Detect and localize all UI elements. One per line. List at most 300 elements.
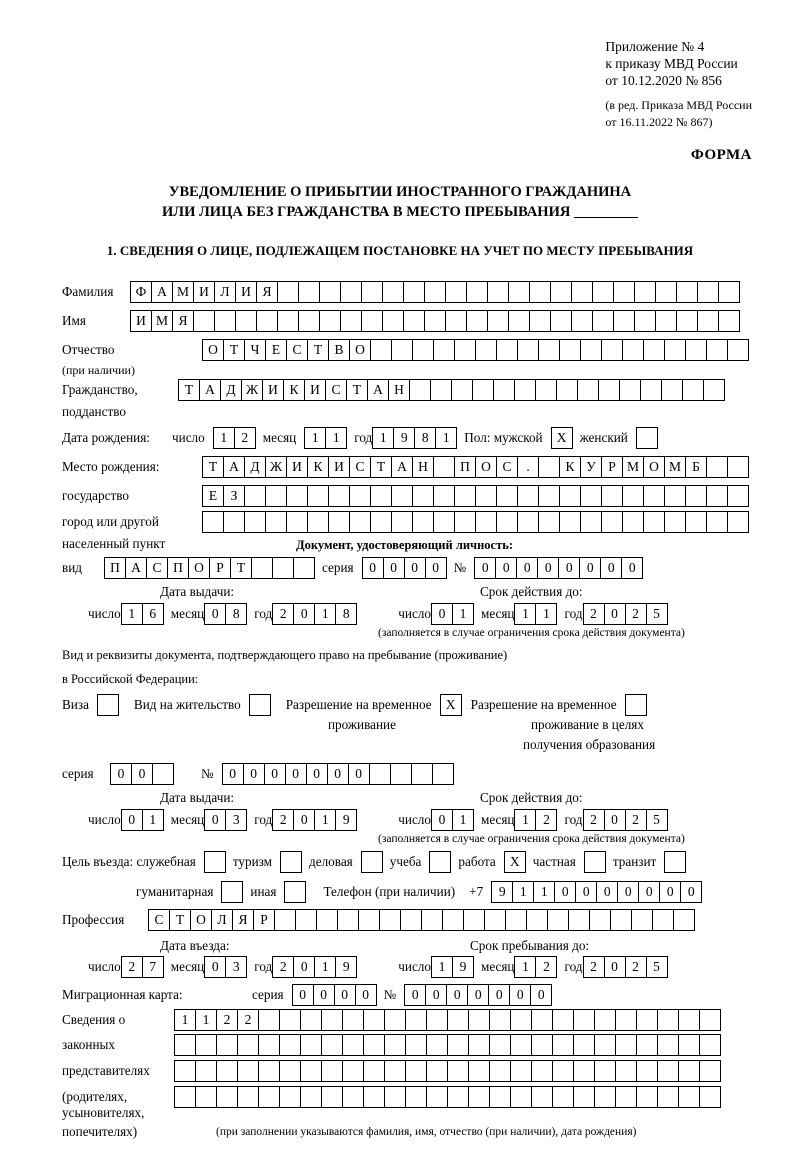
cell[interactable]: 0 (327, 763, 349, 785)
cell[interactable] (697, 310, 719, 332)
cell[interactable] (447, 1086, 469, 1108)
cell[interactable] (496, 339, 518, 361)
purpose-business-checkbox[interactable] (361, 851, 383, 873)
cell[interactable] (384, 1060, 406, 1082)
surname-input[interactable] (130, 281, 739, 303)
cell[interactable]: 9 (393, 427, 415, 449)
cell[interactable] (337, 909, 359, 931)
cell[interactable] (468, 1086, 490, 1108)
purpose-private-checkbox[interactable] (584, 851, 606, 873)
cell[interactable] (445, 310, 467, 332)
cell[interactable]: 0 (604, 809, 626, 831)
cell[interactable] (193, 310, 215, 332)
cell[interactable]: 0 (516, 557, 538, 579)
sex-male-checkbox[interactable]: X (551, 427, 573, 449)
cell[interactable] (216, 1060, 238, 1082)
valid-day-input[interactable] (431, 603, 473, 625)
cell[interactable] (615, 1086, 637, 1108)
stay-month-input[interactable] (514, 956, 556, 978)
cell[interactable] (363, 1034, 385, 1056)
cell[interactable] (636, 1009, 658, 1031)
cell[interactable] (496, 485, 518, 507)
phone-input[interactable] (491, 881, 701, 903)
cell[interactable]: 0 (596, 881, 618, 903)
cell[interactable]: З (223, 485, 245, 507)
cell[interactable]: 0 (604, 956, 626, 978)
cell[interactable] (559, 339, 581, 361)
cell[interactable]: 0 (334, 984, 356, 1006)
purpose-other-checkbox[interactable] (284, 881, 306, 903)
cell[interactable]: И (235, 281, 257, 303)
entry-year-input[interactable] (272, 956, 356, 978)
cell[interactable] (411, 763, 433, 785)
cell[interactable]: 7 (142, 956, 164, 978)
cell[interactable] (223, 511, 245, 533)
cell[interactable] (361, 310, 383, 332)
cell[interactable] (594, 1086, 616, 1108)
cell[interactable] (216, 1034, 238, 1056)
cell[interactable]: 3 (225, 809, 247, 831)
cell[interactable] (640, 379, 662, 401)
cell[interactable] (293, 557, 315, 579)
cell[interactable]: 0 (621, 557, 643, 579)
citizenship-input[interactable] (178, 379, 724, 401)
cell[interactable] (655, 281, 677, 303)
cell[interactable] (202, 511, 224, 533)
temp-residence-checkbox[interactable]: X (440, 694, 462, 716)
legal-rep-input-3[interactable] (174, 1060, 720, 1082)
doc2-valid-month-input[interactable] (514, 809, 556, 831)
cell[interactable] (391, 485, 413, 507)
iddoc-series-input[interactable] (362, 557, 446, 579)
cell[interactable]: Т (230, 557, 252, 579)
sex-female-checkbox[interactable] (636, 427, 658, 449)
cell[interactable]: С (325, 379, 347, 401)
cell[interactable] (615, 1060, 637, 1082)
cell[interactable] (510, 1034, 532, 1056)
cell[interactable]: И (304, 379, 326, 401)
stay-day-input[interactable] (431, 956, 473, 978)
cell[interactable] (349, 511, 371, 533)
cell[interactable] (496, 511, 518, 533)
cell[interactable] (370, 485, 392, 507)
cell[interactable] (384, 1009, 406, 1031)
cell[interactable] (703, 379, 725, 401)
doc2-number-input[interactable] (222, 763, 453, 785)
cell[interactable] (571, 310, 593, 332)
cell[interactable] (706, 339, 728, 361)
cell[interactable] (682, 379, 704, 401)
cell[interactable] (363, 1060, 385, 1082)
cell[interactable] (697, 281, 719, 303)
cell[interactable] (573, 1009, 595, 1031)
purpose-humanitarian-checkbox[interactable] (221, 881, 243, 903)
valid-month-input[interactable] (514, 603, 556, 625)
cell[interactable] (412, 339, 434, 361)
issue-day-input[interactable] (121, 603, 163, 625)
cell[interactable] (706, 485, 728, 507)
cell[interactable] (174, 1060, 196, 1082)
cell[interactable]: 0 (579, 557, 601, 579)
cell[interactable] (454, 511, 476, 533)
cell[interactable] (319, 310, 341, 332)
cell[interactable]: Т (307, 339, 329, 361)
cell[interactable] (559, 485, 581, 507)
cell[interactable]: О (475, 456, 497, 478)
cell[interactable] (535, 379, 557, 401)
cell[interactable]: Л (214, 281, 236, 303)
cell[interactable] (573, 1086, 595, 1108)
cell[interactable] (454, 485, 476, 507)
cell[interactable] (447, 1009, 469, 1031)
cell[interactable] (657, 1086, 679, 1108)
cell[interactable] (631, 909, 653, 931)
valid-year-input[interactable] (583, 603, 667, 625)
cell[interactable] (718, 310, 740, 332)
cell[interactable] (424, 310, 446, 332)
cell[interactable]: 9 (335, 809, 357, 831)
cell[interactable] (342, 1060, 364, 1082)
migration-series-input[interactable] (292, 984, 376, 1006)
cell[interactable] (613, 281, 635, 303)
doc2-series-input[interactable] (110, 763, 173, 785)
cell[interactable] (636, 1060, 658, 1082)
birthplace-input-2[interactable] (202, 485, 748, 507)
cell[interactable]: 0 (530, 984, 552, 1006)
cell[interactable]: 1 (174, 1009, 196, 1031)
cell[interactable]: У (580, 456, 602, 478)
cell[interactable]: Е (265, 339, 287, 361)
cell[interactable] (382, 310, 404, 332)
purpose-tourism-checkbox[interactable] (280, 851, 302, 873)
cell[interactable]: К (307, 456, 329, 478)
cell[interactable] (295, 909, 317, 931)
cell[interactable]: 2 (583, 956, 605, 978)
cell[interactable]: 1 (372, 427, 394, 449)
cell[interactable] (174, 1086, 196, 1108)
cell[interactable] (412, 511, 434, 533)
birth-month-input[interactable] (304, 427, 346, 449)
cell[interactable]: Е (202, 485, 224, 507)
cell[interactable] (307, 511, 329, 533)
issue-month-input[interactable] (204, 603, 246, 625)
cell[interactable]: 1 (452, 603, 474, 625)
cell[interactable]: 5 (646, 809, 668, 831)
cell[interactable] (319, 281, 341, 303)
purpose-work-checkbox[interactable]: X (504, 851, 526, 873)
doc2-issue-month-input[interactable] (204, 809, 246, 831)
cell[interactable] (552, 1086, 574, 1108)
profession-input[interactable] (148, 909, 694, 931)
cell[interactable]: Н (412, 456, 434, 478)
cell[interactable] (300, 1034, 322, 1056)
cell[interactable]: 1 (535, 603, 557, 625)
cell[interactable] (466, 281, 488, 303)
cell[interactable] (594, 1034, 616, 1056)
cell[interactable] (277, 310, 299, 332)
cell[interactable] (316, 909, 338, 931)
cell[interactable] (258, 1060, 280, 1082)
cell[interactable] (195, 1060, 217, 1082)
cell[interactable]: 2 (535, 809, 557, 831)
cell[interactable] (363, 1086, 385, 1108)
cell[interactable]: 0 (575, 881, 597, 903)
edu-residence-checkbox[interactable] (625, 694, 647, 716)
cell[interactable] (466, 310, 488, 332)
cell[interactable] (445, 281, 467, 303)
cell[interactable] (601, 339, 623, 361)
cell[interactable] (379, 909, 401, 931)
cell[interactable]: 2 (272, 956, 294, 978)
cell[interactable] (489, 1060, 511, 1082)
cell[interactable] (244, 511, 266, 533)
cell[interactable] (152, 763, 174, 785)
cell[interactable] (573, 1060, 595, 1082)
cell[interactable] (265, 485, 287, 507)
migration-number-input[interactable] (404, 984, 551, 1006)
cell[interactable] (699, 1034, 721, 1056)
cell[interactable]: 0 (121, 809, 143, 831)
cell[interactable] (685, 511, 707, 533)
cell[interactable] (328, 511, 350, 533)
cell[interactable] (279, 1009, 301, 1031)
cell[interactable]: А (223, 456, 245, 478)
cell[interactable] (258, 1034, 280, 1056)
cell[interactable]: 2 (237, 1009, 259, 1031)
birth-day-input[interactable] (213, 427, 255, 449)
cell[interactable] (673, 909, 695, 931)
cell[interactable] (699, 1009, 721, 1031)
doc2-valid-year-input[interactable] (583, 809, 667, 831)
cell[interactable]: 0 (293, 603, 315, 625)
cell[interactable] (265, 511, 287, 533)
cell[interactable]: О (202, 339, 224, 361)
cell[interactable]: . (517, 456, 539, 478)
cell[interactable] (531, 1086, 553, 1108)
cell[interactable] (568, 909, 590, 931)
cell[interactable] (538, 456, 560, 478)
cell[interactable]: 2 (234, 427, 256, 449)
cell[interactable]: 2 (216, 1009, 238, 1031)
cell[interactable] (321, 1086, 343, 1108)
cell[interactable] (384, 1086, 406, 1108)
cell[interactable] (559, 511, 581, 533)
cell[interactable] (391, 339, 413, 361)
cell[interactable] (589, 909, 611, 931)
cell[interactable] (526, 909, 548, 931)
cell[interactable]: 2 (625, 809, 647, 831)
cell[interactable]: Ж (265, 456, 287, 478)
cell[interactable]: 0 (509, 984, 531, 1006)
legal-rep-input-2[interactable] (174, 1034, 720, 1056)
cell[interactable] (321, 1034, 343, 1056)
cell[interactable]: 3 (225, 956, 247, 978)
cell[interactable]: 0 (110, 763, 132, 785)
cell[interactable]: 0 (600, 557, 622, 579)
cell[interactable] (426, 1060, 448, 1082)
cell[interactable]: 1 (512, 881, 534, 903)
cell[interactable] (619, 379, 641, 401)
cell[interactable]: 1 (121, 603, 143, 625)
cell[interactable] (706, 511, 728, 533)
cell[interactable]: 0 (404, 557, 426, 579)
cell[interactable]: 1 (431, 956, 453, 978)
cell[interactable]: Н (388, 379, 410, 401)
cell[interactable] (727, 511, 749, 533)
cell[interactable] (274, 909, 296, 931)
legal-rep-input-1[interactable] (174, 1009, 720, 1031)
cell[interactable] (472, 379, 494, 401)
cell[interactable] (475, 511, 497, 533)
cell[interactable] (592, 281, 614, 303)
cell[interactable] (237, 1086, 259, 1108)
cell[interactable] (405, 1086, 427, 1108)
cell[interactable]: П (454, 456, 476, 478)
cell[interactable]: 5 (646, 956, 668, 978)
cell[interactable] (531, 1060, 553, 1082)
entry-day-input[interactable] (121, 956, 163, 978)
cell[interactable] (405, 1060, 427, 1082)
cell[interactable] (538, 485, 560, 507)
cell[interactable] (517, 511, 539, 533)
cell[interactable] (678, 1034, 700, 1056)
cell[interactable] (727, 485, 749, 507)
cell[interactable]: О (188, 557, 210, 579)
cell[interactable]: Б (685, 456, 707, 478)
cell[interactable] (258, 1009, 280, 1031)
cell[interactable] (594, 1009, 616, 1031)
cell[interactable] (475, 339, 497, 361)
cell[interactable]: 1 (325, 427, 347, 449)
cell[interactable]: 8 (414, 427, 436, 449)
cell[interactable]: Ж (241, 379, 263, 401)
cell[interactable] (685, 485, 707, 507)
cell[interactable] (424, 281, 446, 303)
purpose-study-checkbox[interactable] (429, 851, 451, 873)
cell[interactable]: 0 (313, 984, 335, 1006)
cell[interactable]: М (622, 456, 644, 478)
cell[interactable] (706, 456, 728, 478)
cell[interactable] (678, 1060, 700, 1082)
cell[interactable]: 0 (488, 984, 510, 1006)
cell[interactable]: 1 (533, 881, 555, 903)
cell[interactable] (363, 1009, 385, 1031)
visa-checkbox[interactable] (97, 694, 119, 716)
cell[interactable] (571, 281, 593, 303)
cell[interactable] (489, 1034, 511, 1056)
cell[interactable] (307, 485, 329, 507)
cell[interactable] (643, 511, 665, 533)
cell[interactable] (256, 310, 278, 332)
cell[interactable]: Р (253, 909, 275, 931)
cell[interactable]: И (262, 379, 284, 401)
cell[interactable] (552, 1060, 574, 1082)
cell[interactable]: Т (169, 909, 191, 931)
cell[interactable] (426, 1009, 448, 1031)
cell[interactable] (286, 511, 308, 533)
cell[interactable] (615, 1009, 637, 1031)
cell[interactable]: 0 (680, 881, 702, 903)
cell[interactable] (615, 1034, 637, 1056)
cell[interactable] (636, 1034, 658, 1056)
cell[interactable] (279, 1034, 301, 1056)
cell[interactable] (384, 1034, 406, 1056)
cell[interactable] (622, 511, 644, 533)
cell[interactable] (370, 511, 392, 533)
cell[interactable]: 8 (335, 603, 357, 625)
cell[interactable]: 0 (431, 809, 453, 831)
cell[interactable] (349, 485, 371, 507)
cell[interactable] (531, 1009, 553, 1031)
cell[interactable] (487, 281, 509, 303)
cell[interactable] (517, 485, 539, 507)
cell[interactable] (426, 1034, 448, 1056)
cell[interactable]: 0 (222, 763, 244, 785)
cell[interactable] (556, 379, 578, 401)
cell[interactable] (580, 511, 602, 533)
cell[interactable] (699, 1060, 721, 1082)
cell[interactable] (214, 310, 236, 332)
cell[interactable] (358, 909, 380, 931)
cell[interactable]: 1 (213, 427, 235, 449)
cell[interactable]: С (146, 557, 168, 579)
cell[interactable]: Я (172, 310, 194, 332)
cell[interactable]: 1 (314, 603, 336, 625)
cell[interactable] (577, 379, 599, 401)
cell[interactable] (340, 310, 362, 332)
cell[interactable]: 2 (583, 603, 605, 625)
cell[interactable] (340, 281, 362, 303)
cell[interactable] (463, 909, 485, 931)
cell[interactable] (484, 909, 506, 931)
cell[interactable]: 0 (293, 956, 315, 978)
cell[interactable]: И (286, 456, 308, 478)
patronymic-input[interactable] (202, 339, 748, 361)
cell[interactable]: 0 (204, 603, 226, 625)
cell[interactable]: С (286, 339, 308, 361)
cell[interactable]: М (664, 456, 686, 478)
cell[interactable]: 0 (348, 763, 370, 785)
cell[interactable]: 0 (264, 763, 286, 785)
cell[interactable]: 2 (272, 603, 294, 625)
cell[interactable]: Т (178, 379, 200, 401)
cell[interactable]: Т (370, 456, 392, 478)
cell[interactable]: 0 (431, 603, 453, 625)
cell[interactable]: 0 (474, 557, 496, 579)
cell[interactable] (493, 379, 515, 401)
cell[interactable]: 0 (306, 763, 328, 785)
cell[interactable] (195, 1034, 217, 1056)
cell[interactable] (580, 339, 602, 361)
iddoc-type-input[interactable] (104, 557, 314, 579)
cell[interactable]: 1 (142, 809, 164, 831)
cell[interactable]: 0 (131, 763, 153, 785)
cell[interactable] (538, 511, 560, 533)
cell[interactable] (447, 1060, 469, 1082)
cell[interactable] (529, 281, 551, 303)
cell[interactable] (718, 281, 740, 303)
cell[interactable]: Т (223, 339, 245, 361)
cell[interactable]: Ф (130, 281, 152, 303)
cell[interactable] (727, 456, 749, 478)
cell[interactable]: 2 (583, 809, 605, 831)
residence-permit-checkbox[interactable] (249, 694, 271, 716)
cell[interactable] (636, 1086, 658, 1108)
cell[interactable] (727, 339, 749, 361)
cell[interactable] (552, 1009, 574, 1031)
cell[interactable] (601, 485, 623, 507)
cell[interactable]: А (151, 281, 173, 303)
